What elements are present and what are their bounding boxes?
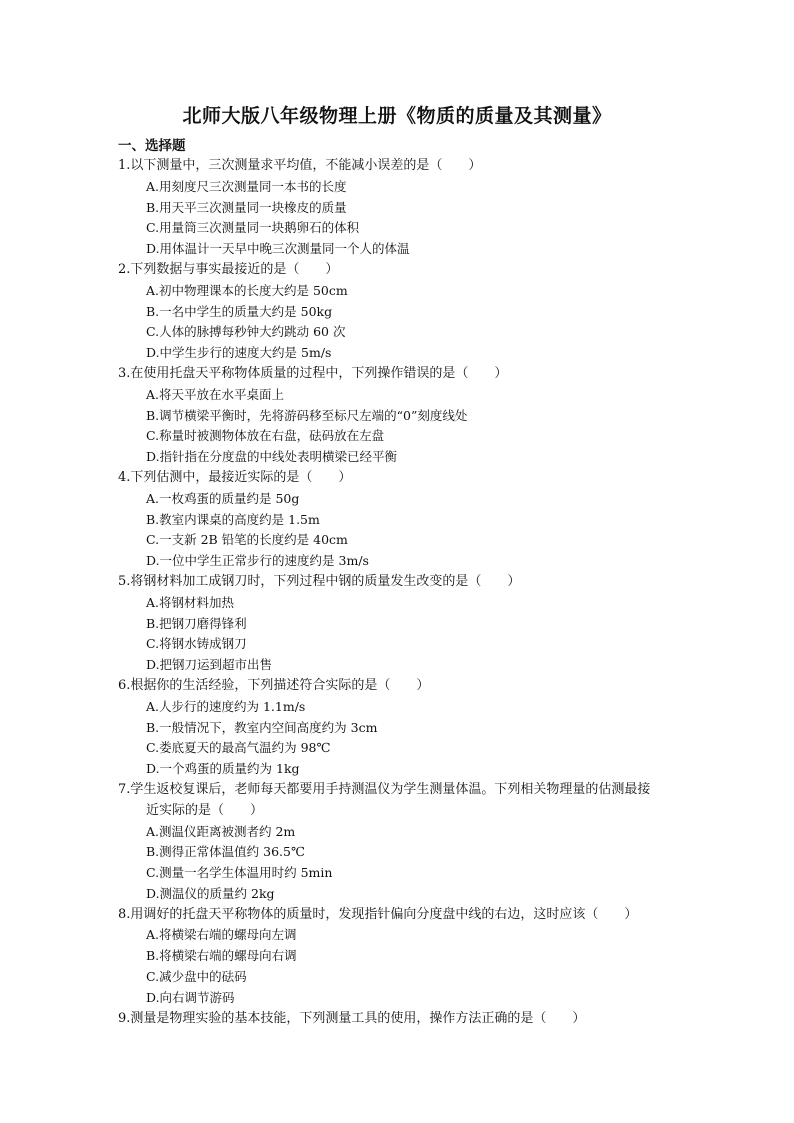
question-stem: 8.用调好的托盘天平称物体的质量时，发现指针偏向分度盘中线的右边，这时应该（ ） <box>118 906 638 922</box>
option-a: A.一枚鸡蛋的质量约是 50g <box>146 490 300 506</box>
option-b: B.把钢刀磨得锋利 <box>146 615 247 631</box>
option-a: A.初中物理课本的长度大约是 50cm <box>146 282 348 298</box>
question-2 <box>118 260 708 364</box>
option-b: B.调节横梁平衡时，先将游码移至标尺左端的“0”刻度线处 <box>146 407 468 423</box>
option-a: A.用刻度尺三次测量同一本书的长度 <box>146 178 347 194</box>
question-5 <box>118 572 708 676</box>
option-b: B.用天平三次测量同一块橡皮的质量 <box>146 199 347 215</box>
question-stem: 1.以下测量中，三次测量求平均值，不能减小误差的是（ ） <box>118 158 482 173</box>
option-a: A.将天平放在水平桌面上 <box>146 386 285 402</box>
option-b: B.将横梁右端的螺母向右调 <box>146 948 297 964</box>
option-a: A.人步行的速度约为 1.1m/s <box>146 698 306 714</box>
question-stem: 3.在使用托盘天平称物体质量的过程中，下列操作错误的是（ ） <box>118 365 508 381</box>
section-heading: 一、选择题 <box>118 138 186 154</box>
option-d: D.一位中学生正常步行的速度约是 3m/s <box>146 553 369 569</box>
question-8 <box>118 905 708 1009</box>
document-title: 北师大版八年级物理上册《物质的质量及其测量》 <box>182 105 612 127</box>
question-3 <box>118 364 708 468</box>
question-list <box>118 136 708 1029</box>
option-d: D.一个鸡蛋的质量约为 1kg <box>146 761 300 777</box>
question-stem: 7.学生返校复课后，老师每天都要用手持测温仪为学生测量体温。下列相关物理量的估测最接 <box>118 781 651 797</box>
option-c: C.用量筒三次测量同一块鹅卵石的体积 <box>146 220 360 236</box>
option-d: D.向右调节游码 <box>146 989 235 1005</box>
option-c: C.减少盘中的砝码 <box>146 969 247 985</box>
option-c: C.测量一名学生体温用时约 5min <box>146 865 333 881</box>
option-d: D.测温仪的质量约 2kg <box>146 885 275 901</box>
option-b: B.一般情况下，教室内空间高度约为 3cm <box>146 719 378 735</box>
question-stem: 6.根据你的生活经验，下列描述符合实际的是（ ） <box>118 677 430 693</box>
option-c: C.人体的脉搏每秒钟大约跳动 60 次 <box>146 324 346 340</box>
option-d: D.用体温计一天早中晚三次测量同一个人的体温 <box>146 241 410 257</box>
option-c: C.娄底夏天的最高气温约为 98℃ <box>146 740 331 756</box>
question-stem-continued: 近实际的是（ ） <box>146 802 264 818</box>
option-d: D.把钢刀运到超市出售 <box>146 657 273 673</box>
option-a: A.将横梁右端的螺母向左调 <box>146 927 297 943</box>
option-b: B.教室内课桌的高度约是 1.5m <box>146 511 320 527</box>
option-b: B.一名中学生的质量大约是 50kg <box>146 303 333 319</box>
question-stem: 4.下列估测中，最接近实际的是（ ） <box>118 469 352 485</box>
option-a: A.测温仪距离被测者约 2m <box>146 823 296 839</box>
option-d: D.指针指在分度盘的中线处表明横梁已经平衡 <box>146 449 398 465</box>
option-a: A.将钢材料加热 <box>146 594 235 610</box>
question-stem: 2.下列数据与事实最接近的是（ ） <box>118 261 339 277</box>
option-d: D.中学生步行的速度大约是 5m/s <box>146 345 332 361</box>
question-1 <box>118 156 708 260</box>
question-9 <box>118 1009 708 1030</box>
question-7 <box>118 780 708 905</box>
question-6 <box>118 676 708 780</box>
question-stem: 9.测量是物理实验的基本技能，下列测量工具的使用，操作方法正确的是（ ） <box>118 1010 586 1026</box>
option-c: C.称量时被测物体放在右盘，砝码放在左盘 <box>146 428 385 444</box>
option-c: C.将钢水铸成钢刀 <box>146 636 247 652</box>
question-4 <box>118 468 708 572</box>
question-stem: 5.将钢材料加工成钢刀时，下列过程中钢的质量发生改变的是（ ） <box>118 573 521 589</box>
option-b: B.测得正常体温值约 36.5℃ <box>146 844 305 860</box>
option-c: C.一支新 2B 铅笔的长度约是 40cm <box>146 532 348 548</box>
